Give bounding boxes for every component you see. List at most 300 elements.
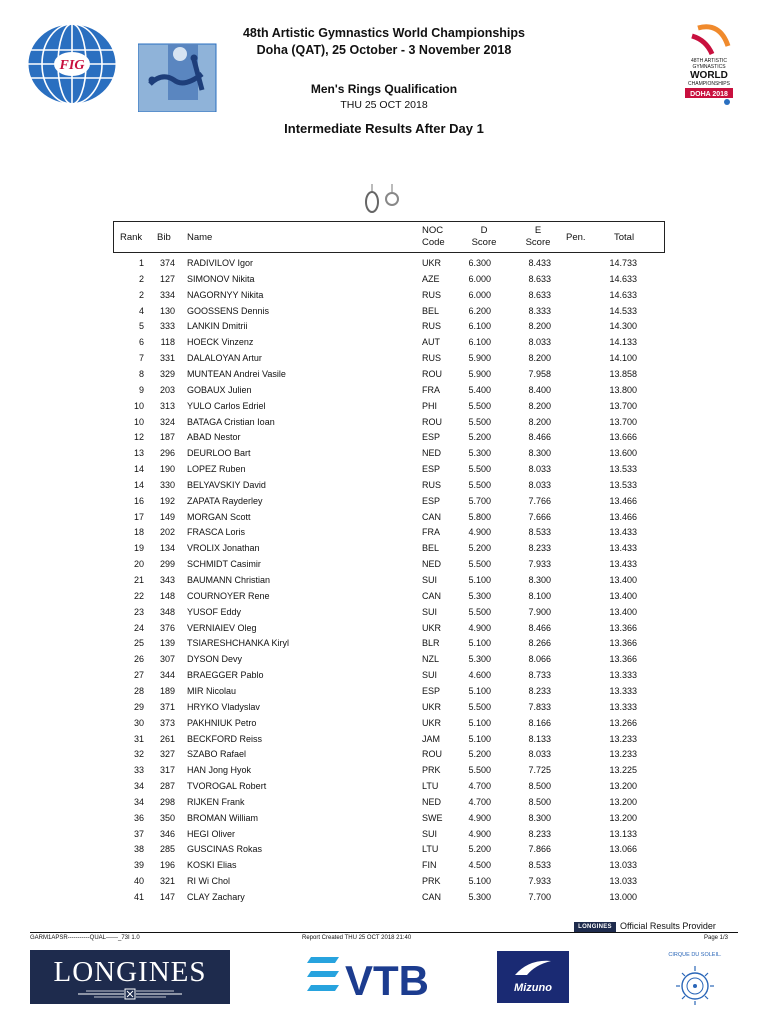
bib-cell: 189 xyxy=(159,685,175,696)
bib-cell: 376 xyxy=(159,622,175,633)
header-noc: NOC xyxy=(422,225,444,236)
total-cell: 14.133 xyxy=(609,337,637,348)
table-row xyxy=(0,399,768,414)
e-score-cell: 8.200 xyxy=(528,400,551,411)
noc-cell: RUS xyxy=(422,289,442,300)
total-cell: 13.533 xyxy=(609,479,637,490)
name-cell: HAN Jong Hyok xyxy=(187,765,252,776)
noc-cell: SUI xyxy=(422,606,438,617)
bib-cell: 313 xyxy=(159,400,175,411)
table-row xyxy=(0,510,768,525)
e-score-cell: 8.333 xyxy=(528,305,551,316)
name-cell: BROMAN William xyxy=(187,812,258,823)
name-cell: ABAD Nestor xyxy=(187,432,241,443)
table-row xyxy=(0,763,768,778)
name-cell: GOOSSENS Dennis xyxy=(187,305,270,316)
bib-cell: 373 xyxy=(159,717,175,728)
name-cell: TVOROGAL Robert xyxy=(187,781,267,792)
rank-cell: 7 xyxy=(138,353,144,364)
noc-cell: NED xyxy=(422,448,442,459)
rings-apparatus-icon xyxy=(360,184,402,214)
table-row xyxy=(0,494,768,509)
d-score-cell: 6.000 xyxy=(468,289,491,300)
name-cell: RI Wi Chol xyxy=(187,876,231,887)
noc-cell: JAM xyxy=(422,733,440,744)
rank-cell: 19 xyxy=(133,543,144,554)
e-score-cell: 8.300 xyxy=(528,448,551,459)
event-subtitle: Men's Rings Qualification xyxy=(310,82,458,96)
name-cell: TSIARESHCHANKA Kiryl xyxy=(187,638,290,649)
name-cell: VERNIAIEV Oleg xyxy=(187,622,257,633)
total-cell: 13.200 xyxy=(609,812,637,823)
table-row xyxy=(0,890,768,905)
longines-sponsor-logo xyxy=(30,950,230,1004)
bib-cell: 298 xyxy=(159,796,175,807)
table-row xyxy=(0,668,768,683)
d-score-cell: 4.900 xyxy=(468,622,491,633)
name-cell: MIR Nicolau xyxy=(187,685,237,696)
table-row xyxy=(0,621,768,636)
bib-cell: 317 xyxy=(159,765,175,776)
d-score-cell: 4.700 xyxy=(468,781,491,792)
rank-cell: 22 xyxy=(133,590,144,601)
e-score-cell: 8.033 xyxy=(528,464,551,475)
noc-cell: NED xyxy=(422,796,442,807)
name-cell: RIJKEN Frank xyxy=(187,796,245,807)
bib-cell: 344 xyxy=(159,670,175,681)
header-e: E xyxy=(534,225,542,236)
e-score-cell: 8.200 xyxy=(528,353,551,364)
rank-cell: 26 xyxy=(133,654,144,665)
rank-cell: 39 xyxy=(133,860,144,871)
table-row xyxy=(0,573,768,588)
noc-cell: UKR xyxy=(422,717,442,728)
bib-cell: 333 xyxy=(159,321,175,332)
noc-cell: SWE xyxy=(422,812,443,823)
table-row xyxy=(0,541,768,556)
e-score-cell: 7.958 xyxy=(528,368,551,379)
table-row xyxy=(0,478,768,493)
d-score-cell: 5.100 xyxy=(468,733,491,744)
d-score-cell: 5.500 xyxy=(468,606,491,617)
name-cell: CLAY Zachary xyxy=(187,892,245,902)
rank-cell: 5 xyxy=(138,321,144,332)
d-score-cell: 5.200 xyxy=(468,432,491,443)
vtb-sponsor-logo xyxy=(305,951,441,1003)
bib-cell: 139 xyxy=(159,638,175,649)
name-cell: DEURLOO Bart xyxy=(187,448,251,459)
total-cell: 13.200 xyxy=(609,781,637,792)
name-cell: MUNTEAN Andrei Vasile xyxy=(187,368,286,379)
noc-cell: SUI xyxy=(422,828,438,839)
bib-cell: 331 xyxy=(159,353,175,364)
bib-cell: 127 xyxy=(159,273,175,284)
noc-cell: UKR xyxy=(422,622,442,633)
e-score-cell: 8.300 xyxy=(528,575,551,585)
championship-title: 48th Artistic Gymnastics World Championships xyxy=(242,26,525,40)
table-row xyxy=(0,304,768,319)
table-row xyxy=(0,747,768,762)
rank-cell: 30 xyxy=(133,717,144,728)
e-score-cell: 8.733 xyxy=(528,670,551,681)
name-cell: HRYKO Vladyslav xyxy=(187,701,260,712)
table-row xyxy=(0,319,768,334)
mizuno-sponsor-logo xyxy=(497,951,569,1003)
bib-cell: 324 xyxy=(159,416,175,427)
total-cell: 13.858 xyxy=(609,368,637,379)
rank-cell: 8 xyxy=(138,368,144,379)
e-score-cell: 8.166 xyxy=(528,717,551,728)
d-score-cell: 5.400 xyxy=(468,384,491,395)
e-score-cell: 8.033 xyxy=(528,749,551,760)
table-row xyxy=(0,842,768,857)
footer-divider xyxy=(30,932,738,933)
total-cell: 13.700 xyxy=(609,400,637,411)
rank-cell: 36 xyxy=(133,812,144,823)
name-cell: FRASCA Loris xyxy=(187,527,246,538)
table-row xyxy=(0,335,768,350)
table-row xyxy=(0,430,768,445)
d-score-cell: 5.100 xyxy=(468,685,491,696)
event-date: THU 25 OCT 2018 xyxy=(340,99,428,111)
rank-cell: 10 xyxy=(133,416,144,427)
mizuno-wordmark: Mizuno xyxy=(514,982,552,994)
bib-cell: 348 xyxy=(159,606,175,617)
e-score-cell: 8.266 xyxy=(528,638,551,649)
name-cell: NAGORNYY Nikita xyxy=(187,289,264,300)
bib-cell: 327 xyxy=(159,749,175,760)
name-cell: SZABO Rafael xyxy=(187,749,247,760)
e-score-cell: 8.633 xyxy=(528,273,551,284)
total-cell: 13.433 xyxy=(609,559,637,570)
bib-cell: 343 xyxy=(159,575,175,585)
name-cell: GUSCINAS Rokas xyxy=(187,844,263,855)
d-score-cell: 5.300 xyxy=(468,892,491,902)
d-score-cell: 5.100 xyxy=(468,717,491,728)
total-cell: 13.233 xyxy=(609,749,637,760)
d-score-cell: 6.300 xyxy=(468,258,491,268)
rank-cell: 31 xyxy=(133,733,144,744)
d-score-cell: 5.500 xyxy=(468,765,491,776)
noc-cell: FRA xyxy=(422,384,440,395)
championship-location-dates: Doha (QAT), 25 October - 3 November 2018 xyxy=(256,43,512,57)
rank-cell: 6 xyxy=(138,337,144,348)
noc-cell: RUS xyxy=(422,353,442,364)
total-cell: 14.300 xyxy=(609,321,637,332)
noc-cell: CAN xyxy=(422,590,442,601)
total-cell: 13.366 xyxy=(609,638,637,649)
rank-cell: 21 xyxy=(133,575,144,585)
table-row xyxy=(0,383,768,398)
fig-logo-text: FIG xyxy=(59,58,85,73)
name-cell: GOBAUX Julien xyxy=(187,384,252,395)
noc-cell: ESP xyxy=(422,464,441,475)
total-cell: 13.333 xyxy=(609,685,637,696)
d-score-cell: 5.100 xyxy=(468,638,491,649)
rank-cell: 10 xyxy=(133,400,144,411)
bib-cell: 371 xyxy=(159,701,175,712)
table-row xyxy=(0,858,768,873)
e-score-cell: 8.133 xyxy=(528,733,551,744)
noc-cell: RUS xyxy=(422,321,442,332)
noc-cell: BEL xyxy=(422,305,440,316)
results-table-header xyxy=(113,221,665,253)
name-cell: BRAEGGER Pablo xyxy=(187,670,264,681)
table-row xyxy=(0,827,768,842)
total-cell: 13.433 xyxy=(609,527,637,538)
table-row xyxy=(0,874,768,889)
header-d-score: Score xyxy=(471,237,497,248)
header-bib: Bib xyxy=(157,232,171,243)
longines-badge: LONGINES xyxy=(574,922,616,932)
d-score-cell: 5.300 xyxy=(468,590,491,601)
page-number: Page 1/3 xyxy=(704,935,729,941)
name-cell: SIMONOV Nikita xyxy=(187,273,255,284)
rank-cell: 23 xyxy=(133,606,144,617)
d-score-cell: 6.100 xyxy=(468,337,491,348)
table-row xyxy=(0,605,768,620)
table-row xyxy=(0,652,768,667)
noc-cell: NZL xyxy=(422,654,440,665)
name-cell: KOSKI Elias xyxy=(187,860,237,871)
bib-cell: 149 xyxy=(159,511,175,522)
d-score-cell: 5.900 xyxy=(468,368,491,379)
rank-cell: 29 xyxy=(133,701,144,712)
total-cell: 13.200 xyxy=(609,796,637,807)
d-score-cell: 5.200 xyxy=(468,844,491,855)
table-row xyxy=(0,367,768,382)
bib-cell: 187 xyxy=(159,432,175,443)
table-row xyxy=(0,462,768,477)
name-cell: DALALOYAN Artur xyxy=(187,353,262,364)
rank-cell: 34 xyxy=(133,796,144,807)
e-score-cell: 8.400 xyxy=(528,384,551,395)
header-noc-code: Code xyxy=(422,237,445,248)
e-score-cell: 8.033 xyxy=(528,479,551,490)
bib-cell: 374 xyxy=(159,258,175,268)
table-row xyxy=(0,288,768,303)
e-score-cell: 8.300 xyxy=(528,812,551,823)
e-score-cell: 7.900 xyxy=(528,606,551,617)
noc-cell: LTU xyxy=(422,844,439,855)
bib-cell: 202 xyxy=(159,527,175,538)
name-cell: COURNOYER Rene xyxy=(187,590,270,601)
table-row xyxy=(0,779,768,794)
bib-cell: 196 xyxy=(159,860,175,871)
e-score-cell: 8.200 xyxy=(528,321,551,332)
noc-cell: SUI xyxy=(422,575,438,585)
noc-cell: UKR xyxy=(422,258,442,268)
rank-cell: 25 xyxy=(133,638,144,649)
name-cell: LOPEZ Ruben xyxy=(187,464,246,475)
d-score-cell: 5.100 xyxy=(468,575,491,585)
total-cell: 13.233 xyxy=(609,733,637,744)
d-score-cell: 5.500 xyxy=(468,416,491,427)
e-score-cell: 8.033 xyxy=(528,337,551,348)
total-cell: 13.800 xyxy=(609,384,637,395)
rank-cell: 16 xyxy=(133,495,144,506)
name-cell: YULO Carlos Edriel xyxy=(187,400,266,411)
e-score-cell: 8.433 xyxy=(528,258,551,268)
e-score-cell: 8.100 xyxy=(528,590,551,601)
noc-cell: PHI xyxy=(422,400,438,411)
results-provider xyxy=(574,922,730,932)
total-cell: 13.266 xyxy=(609,717,637,728)
rank-cell: 17 xyxy=(133,511,144,522)
longines-wordmark: LONGINES xyxy=(53,956,207,988)
rank-cell: 1 xyxy=(138,258,144,268)
d-score-cell: 5.500 xyxy=(468,464,491,475)
e-score-cell: 8.233 xyxy=(528,685,551,696)
d-score-cell: 4.700 xyxy=(468,796,491,807)
table-row xyxy=(0,256,768,271)
bib-cell: 330 xyxy=(159,479,175,490)
bib-cell: 350 xyxy=(159,812,175,823)
e-score-cell: 7.666 xyxy=(528,511,551,522)
mizuno-runbird-icon xyxy=(513,957,553,979)
header-total: Total xyxy=(614,232,635,243)
total-cell: 13.333 xyxy=(609,701,637,712)
e-score-cell: 7.725 xyxy=(528,765,551,776)
table-row xyxy=(0,589,768,604)
rank-cell: 34 xyxy=(133,781,144,792)
cirque-wordmark: CIRQUE DU SOLEIL. xyxy=(668,952,722,958)
table-row xyxy=(0,684,768,699)
noc-cell: AUT xyxy=(422,337,440,348)
total-cell: 14.100 xyxy=(609,353,637,364)
e-score-cell: 8.466 xyxy=(528,432,551,443)
wc-line-3: WORLD xyxy=(690,70,728,81)
total-cell: 13.600 xyxy=(609,448,637,459)
name-cell: DYSON Devy xyxy=(187,654,243,665)
longines-wings-icon xyxy=(74,988,186,1000)
d-score-cell: 6.000 xyxy=(468,273,491,284)
e-score-cell: 8.466 xyxy=(528,622,551,633)
total-cell: 13.700 xyxy=(609,416,637,427)
name-cell: SCHMIDT Casimir xyxy=(187,559,261,570)
d-score-cell: 4.900 xyxy=(468,828,491,839)
d-score-cell: 4.500 xyxy=(468,860,491,871)
total-cell: 13.666 xyxy=(609,432,637,443)
rank-cell: 27 xyxy=(133,670,144,681)
noc-cell: FRA xyxy=(422,527,440,538)
rank-cell: 12 xyxy=(133,432,144,443)
bib-cell: 130 xyxy=(159,305,175,316)
table-row xyxy=(0,557,768,572)
name-cell: RADIVILOV Igor xyxy=(187,258,254,268)
total-cell: 14.733 xyxy=(609,258,637,268)
d-score-cell: 5.500 xyxy=(468,479,491,490)
table-row xyxy=(0,732,768,747)
e-score-cell: 8.633 xyxy=(528,289,551,300)
noc-cell: ESP xyxy=(422,685,441,696)
name-cell: BELYAVSKIY David xyxy=(187,479,266,490)
total-cell: 13.000 xyxy=(609,892,637,902)
bib-cell: 118 xyxy=(160,337,175,348)
total-cell: 13.400 xyxy=(609,590,637,601)
cirque-du-soleil-logo xyxy=(660,950,730,1008)
name-cell: YUSOF Eddy xyxy=(187,606,242,617)
rank-cell: 33 xyxy=(133,765,144,776)
rank-cell: 38 xyxy=(133,844,144,855)
d-score-cell: 4.900 xyxy=(468,812,491,823)
bib-cell: 148 xyxy=(159,590,175,601)
d-score-cell: 6.200 xyxy=(468,305,491,316)
e-score-cell: 8.533 xyxy=(528,527,551,538)
rank-cell: 32 xyxy=(133,749,144,760)
noc-cell: BEL xyxy=(422,543,440,554)
wc-line-5: DOHA 2018 xyxy=(690,91,728,98)
d-score-cell: 5.500 xyxy=(468,701,491,712)
noc-cell: NED xyxy=(422,559,442,570)
bib-cell: 296 xyxy=(159,448,175,459)
noc-cell: ROU xyxy=(422,749,442,760)
rank-cell: 28 xyxy=(133,685,144,696)
d-score-cell: 5.200 xyxy=(468,749,491,760)
e-score-cell: 8.233 xyxy=(528,828,551,839)
bib-cell: 203 xyxy=(159,384,175,395)
name-cell: PAKHNIUK Petro xyxy=(187,717,257,728)
d-score-cell: 5.300 xyxy=(468,448,491,459)
d-score-cell: 5.500 xyxy=(468,400,491,411)
noc-cell: BLR xyxy=(422,638,440,649)
d-score-cell: 5.900 xyxy=(468,353,491,364)
total-cell: 13.433 xyxy=(609,543,637,554)
name-cell: BAUMANN Christian xyxy=(187,575,271,585)
noc-cell: SUI xyxy=(422,670,438,681)
name-cell: HEGI Oliver xyxy=(187,828,236,839)
table-row xyxy=(0,636,768,651)
total-cell: 13.400 xyxy=(609,606,637,617)
name-cell: MORGAN Scott xyxy=(187,511,251,522)
noc-cell: UKR xyxy=(422,701,442,712)
table-row xyxy=(0,525,768,540)
e-score-cell: 8.233 xyxy=(528,543,551,554)
d-score-cell: 5.100 xyxy=(468,876,491,887)
table-row xyxy=(0,716,768,731)
noc-cell: ROU xyxy=(422,416,442,427)
total-cell: 13.033 xyxy=(609,860,637,871)
noc-cell: RUS xyxy=(422,479,442,490)
rank-cell: 13 xyxy=(133,448,144,459)
bib-cell: 134 xyxy=(159,543,175,554)
bib-cell: 346 xyxy=(159,828,175,839)
name-cell: VROLIX Jonathan xyxy=(187,543,260,554)
d-score-cell: 5.300 xyxy=(468,654,491,665)
report-created: Report Created THU 25 OCT 2018 21:40 xyxy=(302,935,412,941)
noc-cell: ROU xyxy=(422,368,442,379)
total-cell: 13.066 xyxy=(609,844,637,855)
rank-cell: 24 xyxy=(133,622,144,633)
rank-cell: 14 xyxy=(133,479,144,490)
rank-cell: 4 xyxy=(138,305,144,316)
table-row xyxy=(0,446,768,461)
noc-cell: ESP xyxy=(422,432,441,443)
report-title: Intermediate Results After Day 1 xyxy=(284,121,484,136)
rank-cell: 18 xyxy=(133,527,144,538)
vtb-wordmark: VTB xyxy=(345,957,429,1003)
rank-cell: 2 xyxy=(138,289,144,300)
e-score-cell: 7.833 xyxy=(528,701,551,712)
document-code: GARM1APSR-----------QUAL------_73I 1.0 xyxy=(30,935,140,941)
name-cell: BECKFORD Reiss xyxy=(187,733,263,744)
wc-line-1: 48TH ARTISTIC xyxy=(690,58,728,64)
rank-cell: 2 xyxy=(138,273,144,284)
e-score-cell: 8.500 xyxy=(528,796,551,807)
name-cell: BATAGA Cristian Ioan xyxy=(187,416,275,427)
header-d: D xyxy=(480,225,488,236)
total-cell: 13.466 xyxy=(609,511,637,522)
